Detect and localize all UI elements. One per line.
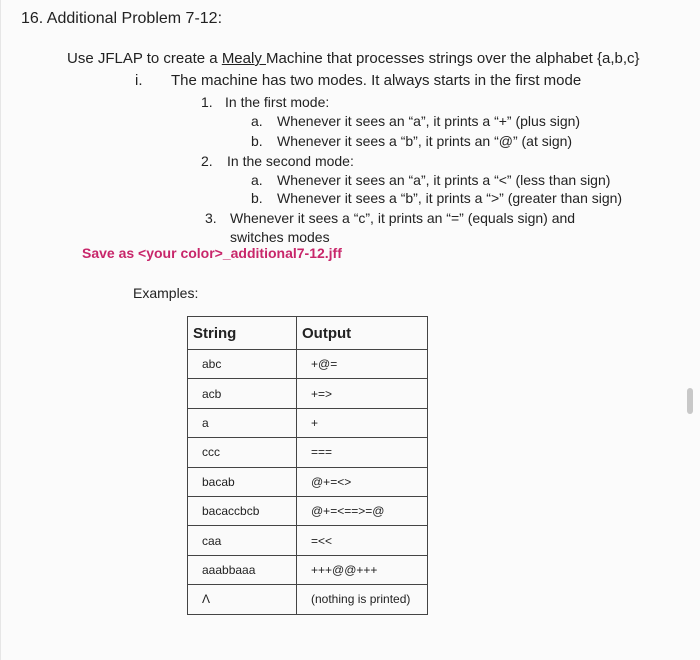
table-row [188, 467, 428, 496]
table-row [188, 496, 428, 525]
mode1-a-marker: a. [251, 113, 263, 129]
row-output: +++@@+++ [297, 555, 428, 584]
row-output: (nothing is printed) [297, 585, 428, 614]
mode1-b-text: Whenever it sees a “b”, it prints an “@” (at sign) [277, 133, 573, 149]
mode2-a-marker: a. [251, 172, 263, 188]
mode2-text: In the second mode: [227, 153, 354, 169]
mode2-marker: 2. [201, 153, 213, 169]
row-output: +@= [297, 350, 428, 379]
row-string: Λ [188, 585, 297, 614]
table-row [188, 585, 428, 614]
intro-suffix: Machine that processes strings over the alphabet {a,b,c} [266, 50, 640, 67]
table-row [188, 526, 428, 555]
row-output: @+=<> [297, 467, 428, 496]
problem-header: 16. Additional Problem 7-12: [21, 10, 223, 27]
row-string: bacaccbcb [188, 496, 297, 525]
save-as-instruction: Save as <your color>_additional7-12.jff [82, 245, 342, 261]
examples-label: Examples: [133, 285, 199, 301]
row-output: =<< [297, 526, 428, 555]
item-i-marker: i. [135, 72, 143, 89]
mode2-b-marker: b. [251, 190, 263, 206]
table-row [188, 350, 428, 379]
row-string: bacab [188, 467, 297, 496]
header-string: String [188, 317, 297, 350]
row-string: aaabbaaa [188, 555, 297, 584]
row-string: acb [188, 379, 297, 408]
table-row [188, 555, 428, 584]
examples-table [187, 316, 428, 615]
mode1-marker: 1. [201, 94, 213, 110]
table-row [188, 408, 428, 437]
row-output: +=> [297, 379, 428, 408]
mode2-a-text: Whenever it sees an “a”, it prints a “<” (less than sign) [277, 172, 611, 188]
mode1-text: In the first mode: [225, 94, 330, 110]
intro-prefix: Use JFLAP to create a [67, 50, 222, 67]
table-row [188, 379, 428, 408]
header-output: Output [297, 317, 428, 350]
row-string: a [188, 408, 297, 437]
mealy-link: Mealy [221, 50, 266, 67]
table-header-row [188, 317, 428, 350]
row-output: + [297, 408, 428, 437]
item3-marker: 3. [205, 210, 217, 226]
item3-line2: switches modes [230, 229, 330, 245]
row-string: caa [188, 526, 297, 555]
row-output: @+=<==>=@ [297, 496, 428, 525]
mode1-a-text: Whenever it sees an “a”, it prints a “+” (plus sign) [277, 113, 581, 129]
row-string: abc [188, 350, 297, 379]
item-i-text: The machine has two modes. It always starts in the first mode [171, 72, 582, 89]
item3-line1: Whenever it sees a “c”, it prints an “=” (equals sign) and [230, 210, 576, 226]
row-string: ccc [188, 438, 297, 467]
mode2-b-text: Whenever it sees a “b”, it prints a “>” (greater than sign) [277, 190, 623, 206]
table-row [188, 438, 428, 467]
scrollbar-thumb[interactable] [687, 388, 693, 414]
intro-line [67, 50, 640, 67]
mode1-b-marker: b. [251, 133, 263, 149]
row-output: === [297, 438, 428, 467]
